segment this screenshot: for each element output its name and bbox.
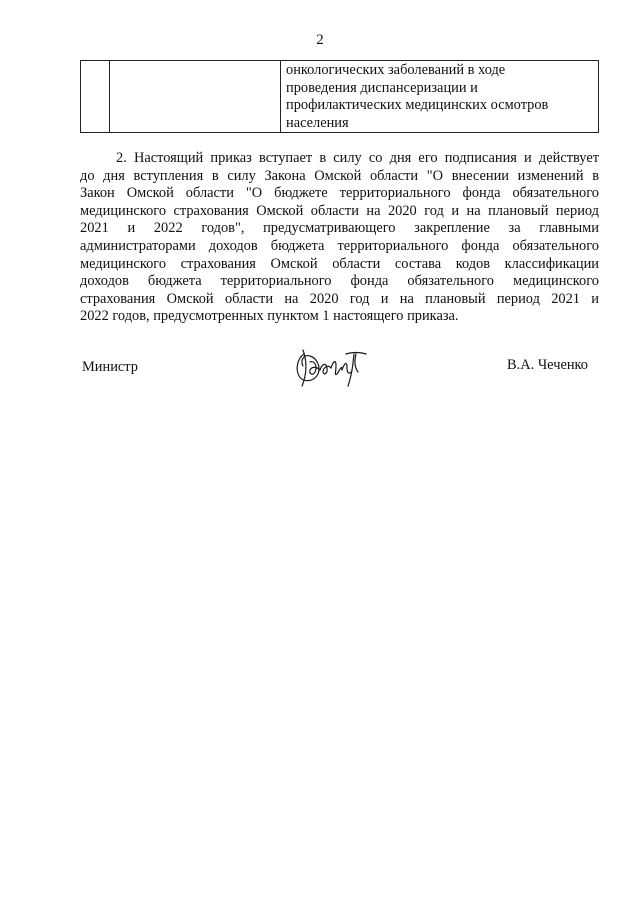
paragraph-line: доходов бюджета территориального фонда обязательного медицинского	[80, 273, 599, 290]
paragraph-line: до дня вступления в силу Закона Омской области "О внесении изменений в	[80, 167, 599, 184]
table-cell-description	[281, 61, 599, 133]
table-cell-text-line: проведения диспансеризации и	[286, 79, 478, 96]
paragraph-line: администраторами доходов бюджета территориального фонда обязательного	[80, 237, 599, 254]
paragraph-line: Закон Омской области "О бюджете территориального фонда обязательного	[80, 185, 599, 202]
table-cell-number	[81, 61, 110, 133]
continuation-table	[80, 60, 599, 133]
table-cell-text-line: онкологических заболеваний в ходе	[286, 62, 506, 78]
table-cell-text-line: населения	[286, 114, 349, 131]
paragraph-line: 2. Настоящий приказ вступает в силу со дня его подписания и действует	[116, 150, 599, 166]
paragraph-line: медицинского страхования Омской области на 2020 год и на плановый период	[80, 202, 599, 219]
order-paragraph-2	[80, 150, 599, 326]
page-number: 2	[316, 32, 324, 48]
paragraph-line: страхования Омской области на 2020 год и на плановый период 2021 и	[80, 290, 599, 307]
paragraph-line: 2021 и 2022 годов", предусматривающего закрепление за главными	[80, 220, 599, 237]
handwritten-signature-icon	[290, 342, 370, 388]
table-row	[81, 61, 599, 133]
signatory-name: В.А. Чеченко	[507, 357, 588, 373]
table-cell-text-line: профилактических медицинских осмотров	[286, 97, 549, 114]
paragraph-line: 2022 годов, предусмотренных пунктом 1 настоящего приказа.	[80, 308, 459, 325]
table-cell-code	[110, 61, 281, 133]
signatory-title: Министр	[82, 359, 138, 375]
paragraph-line: медицинского страхования Омской области состава кодов классификации	[80, 255, 599, 272]
